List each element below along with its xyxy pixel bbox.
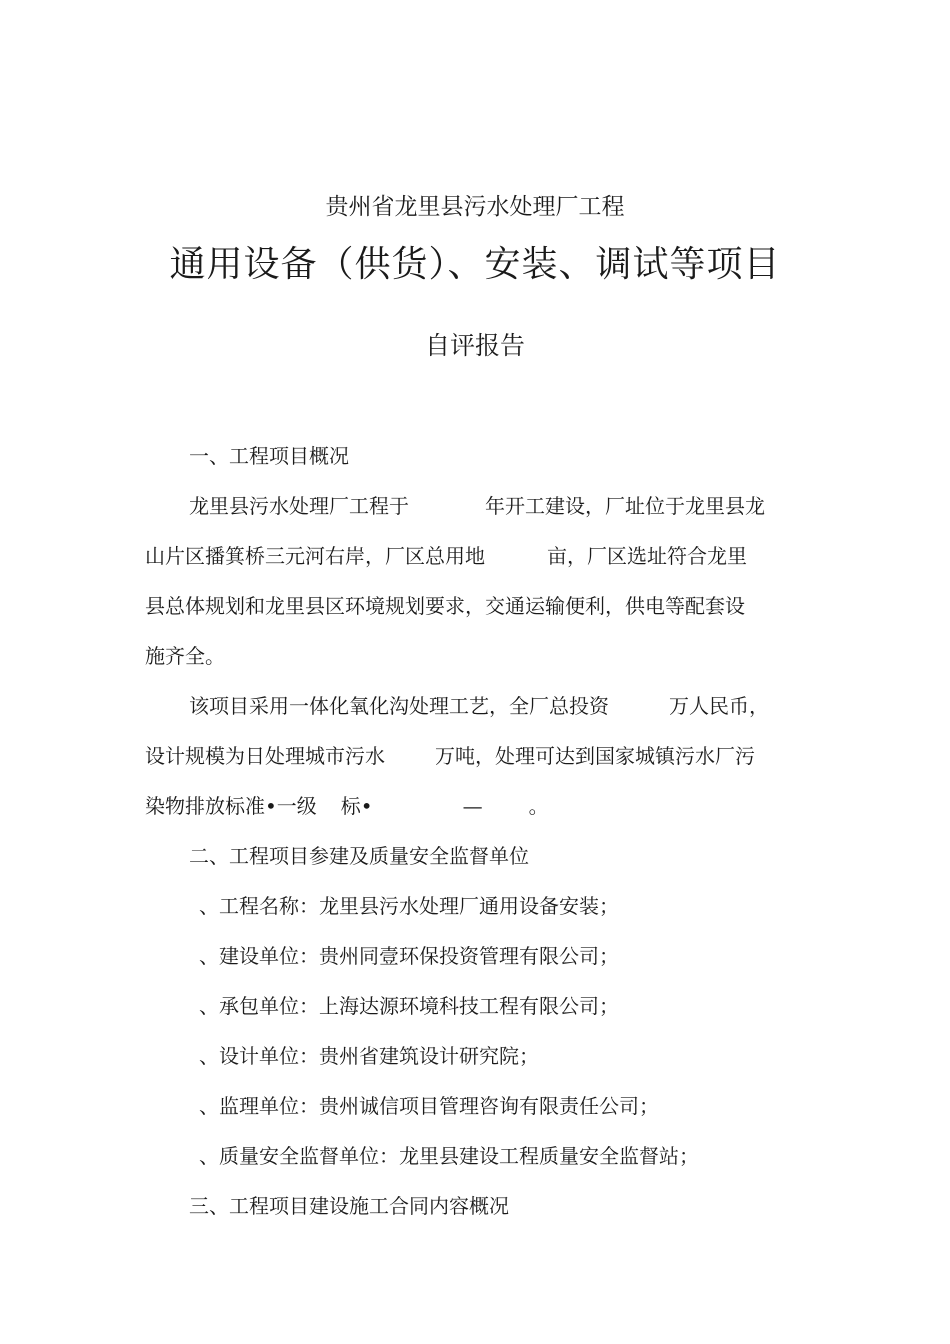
paragraph-line	[145, 781, 810, 831]
list-item: 、工程名称：龙里县污水处理厂通用设备安装；	[199, 894, 619, 918]
list-item: 、质量安全监督单位：龙里县建设工程质量安全监督站；	[199, 1144, 699, 1168]
document-title-main: 通用设备（供货）、安装、调试等项目	[169, 244, 781, 285]
text-fragment: 标•	[340, 794, 373, 818]
text-fragment: 年开工建设，厂址位于龙里县龙	[485, 494, 765, 518]
section-2-heading: 二、工程项目参建及质量安全监督单位	[189, 844, 529, 868]
list-item: 、承包单位：上海达源环境科技工程有限公司；	[199, 994, 619, 1018]
document-title-report: 自评报告	[424, 331, 525, 360]
text-fragment: 染物排放标准•一级	[145, 794, 317, 818]
paragraph-line	[145, 731, 810, 781]
text-fragment: 万吨，处理可达到国家城镇污水厂污	[435, 744, 755, 768]
paragraph-line	[145, 681, 810, 731]
list-item: 、建设单位：贵州同壹环保投资管理有限公司；	[199, 944, 619, 968]
paragraph-line	[145, 481, 810, 531]
list-item: 、监理单位：贵州诚信项目管理咨询有限责任公司；	[199, 1094, 659, 1118]
paragraph-line: 县总体规划和龙里县区环境规划要求，交通运输便利，供电等配套设	[145, 594, 745, 618]
text-fragment: —	[462, 794, 483, 818]
text-fragment: 。	[528, 794, 549, 818]
paragraph-line	[145, 531, 810, 581]
list-item: 、设计单位：贵州省建筑设计研究院；	[199, 1044, 539, 1068]
text-fragment: 设计规模为日处理城市污水	[145, 744, 385, 768]
text-fragment: 亩，厂区选址符合龙里	[547, 544, 747, 568]
text-fragment: 万人民币，	[669, 694, 769, 718]
paragraph-line: 施齐全。	[145, 644, 225, 668]
text-fragment: 龙里县污水处理厂工程于	[189, 494, 409, 518]
text-fragment: 山片区播箕桥三元河右岸，厂区总用地	[145, 544, 485, 568]
document-title-project: 贵州省龙里县污水处理厂工程	[325, 194, 625, 220]
document-body	[145, 431, 810, 1231]
section-1-heading: 一、工程项目概况	[189, 444, 349, 468]
section-3-heading: 三、工程项目建设施工合同内容概况	[189, 1194, 509, 1218]
text-fragment: 该项目采用一体化氧化沟处理工艺，全厂总投资	[189, 694, 609, 718]
